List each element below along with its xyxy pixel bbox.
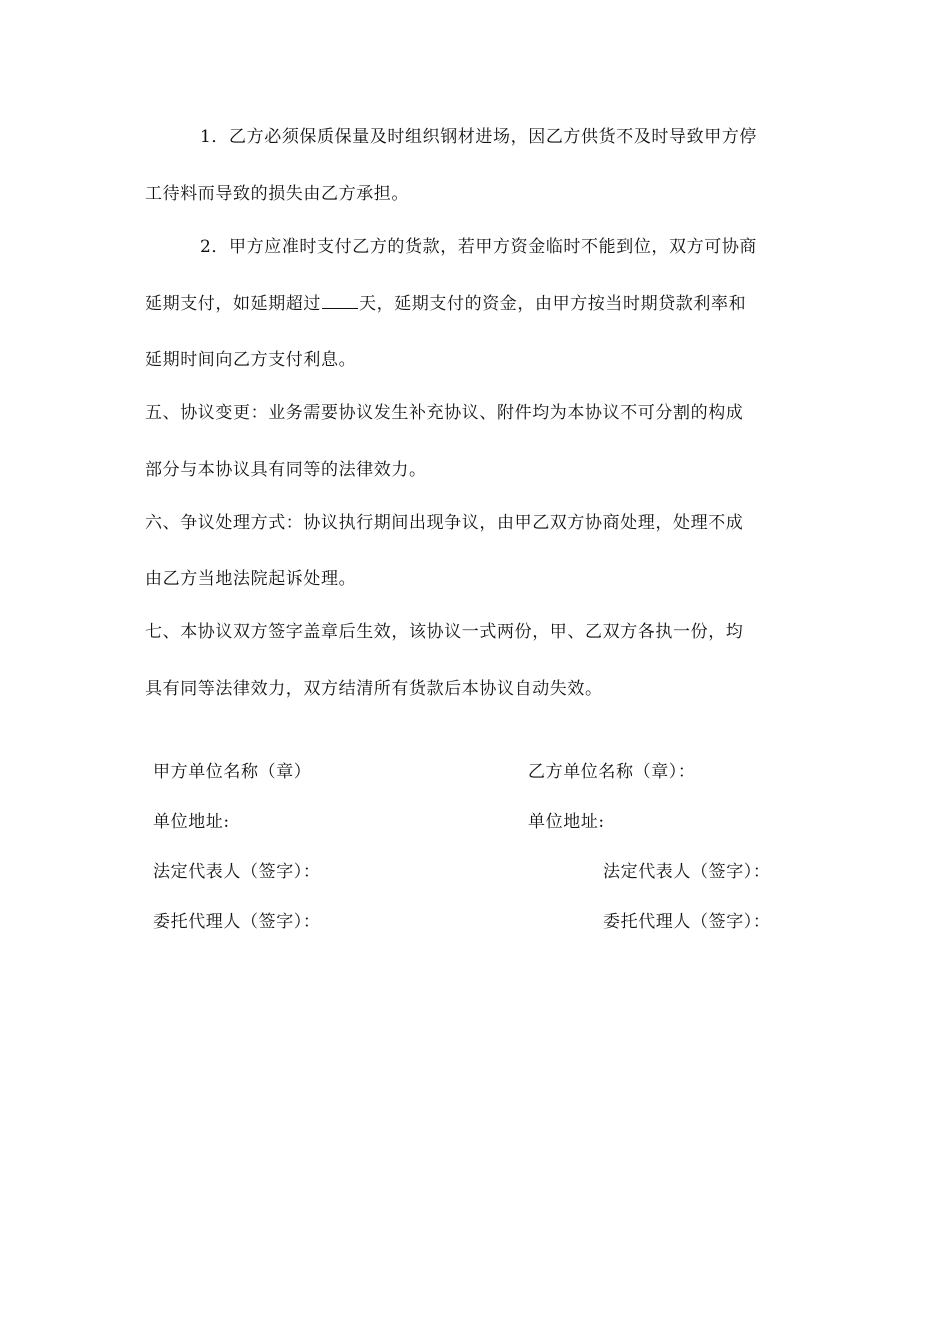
party-b-legal-rep: 法定代表人（签字）： bbox=[603, 862, 771, 882]
clause-2-line-2-part-a: 延期支付，如延期超过 bbox=[145, 294, 321, 314]
clause-5-line-1: 五、协议变更：业务需要协议发生补充协议、附件均为本协议不可分割的构成 bbox=[145, 403, 744, 423]
days-blank bbox=[322, 292, 358, 309]
party-a-legal-rep: 法定代表人（签字）： bbox=[153, 862, 321, 882]
clause-2-line-2 bbox=[145, 292, 805, 316]
party-b-agent: 委托代理人（签字）： bbox=[603, 912, 771, 932]
clause-5-line-2: 部分与本协议具有同等的法律效力。 bbox=[145, 460, 427, 480]
party-a-address: 单位地址: bbox=[153, 812, 230, 832]
clause-7-line-2: 具有同等法律效力，双方结清所有货款后本协议自动失效。 bbox=[145, 679, 603, 699]
clause-1-line-1: 1．乙方必须保质保量及时组织钢材进场，因乙方供货不及时导致甲方停 bbox=[200, 127, 758, 147]
party-a-name: 甲方单位名称（章） bbox=[153, 762, 312, 782]
party-b-address: 单位地址: bbox=[528, 812, 605, 832]
clause-6-line-1: 六、争议处理方式：协议执行期间出现争议，由甲乙双方协商处理，处理不成 bbox=[145, 513, 744, 533]
clause-6-line-2: 由乙方当地法院起诉处理。 bbox=[145, 569, 357, 589]
clause-1-line-2: 工待料而导致的损失由乙方承担。 bbox=[145, 184, 409, 204]
party-a-agent: 委托代理人（签字）： bbox=[153, 912, 321, 932]
clause-2-line-2-part-b: 天，延期支付的资金，由甲方按当时期贷款利率和 bbox=[359, 294, 747, 314]
clause-2-line-3: 延期时间向乙方支付利息。 bbox=[145, 350, 357, 370]
party-b-name: 乙方单位名称（章）： bbox=[528, 762, 696, 782]
clause-2-line-1: 2．甲方应准时支付乙方的货款，若甲方资金临时不能到位，双方可协商 bbox=[200, 237, 758, 257]
clause-7-line-1: 七、本协议双方签字盖章后生效，该协议一式两份，甲、乙双方各执一份，均 bbox=[145, 622, 744, 642]
